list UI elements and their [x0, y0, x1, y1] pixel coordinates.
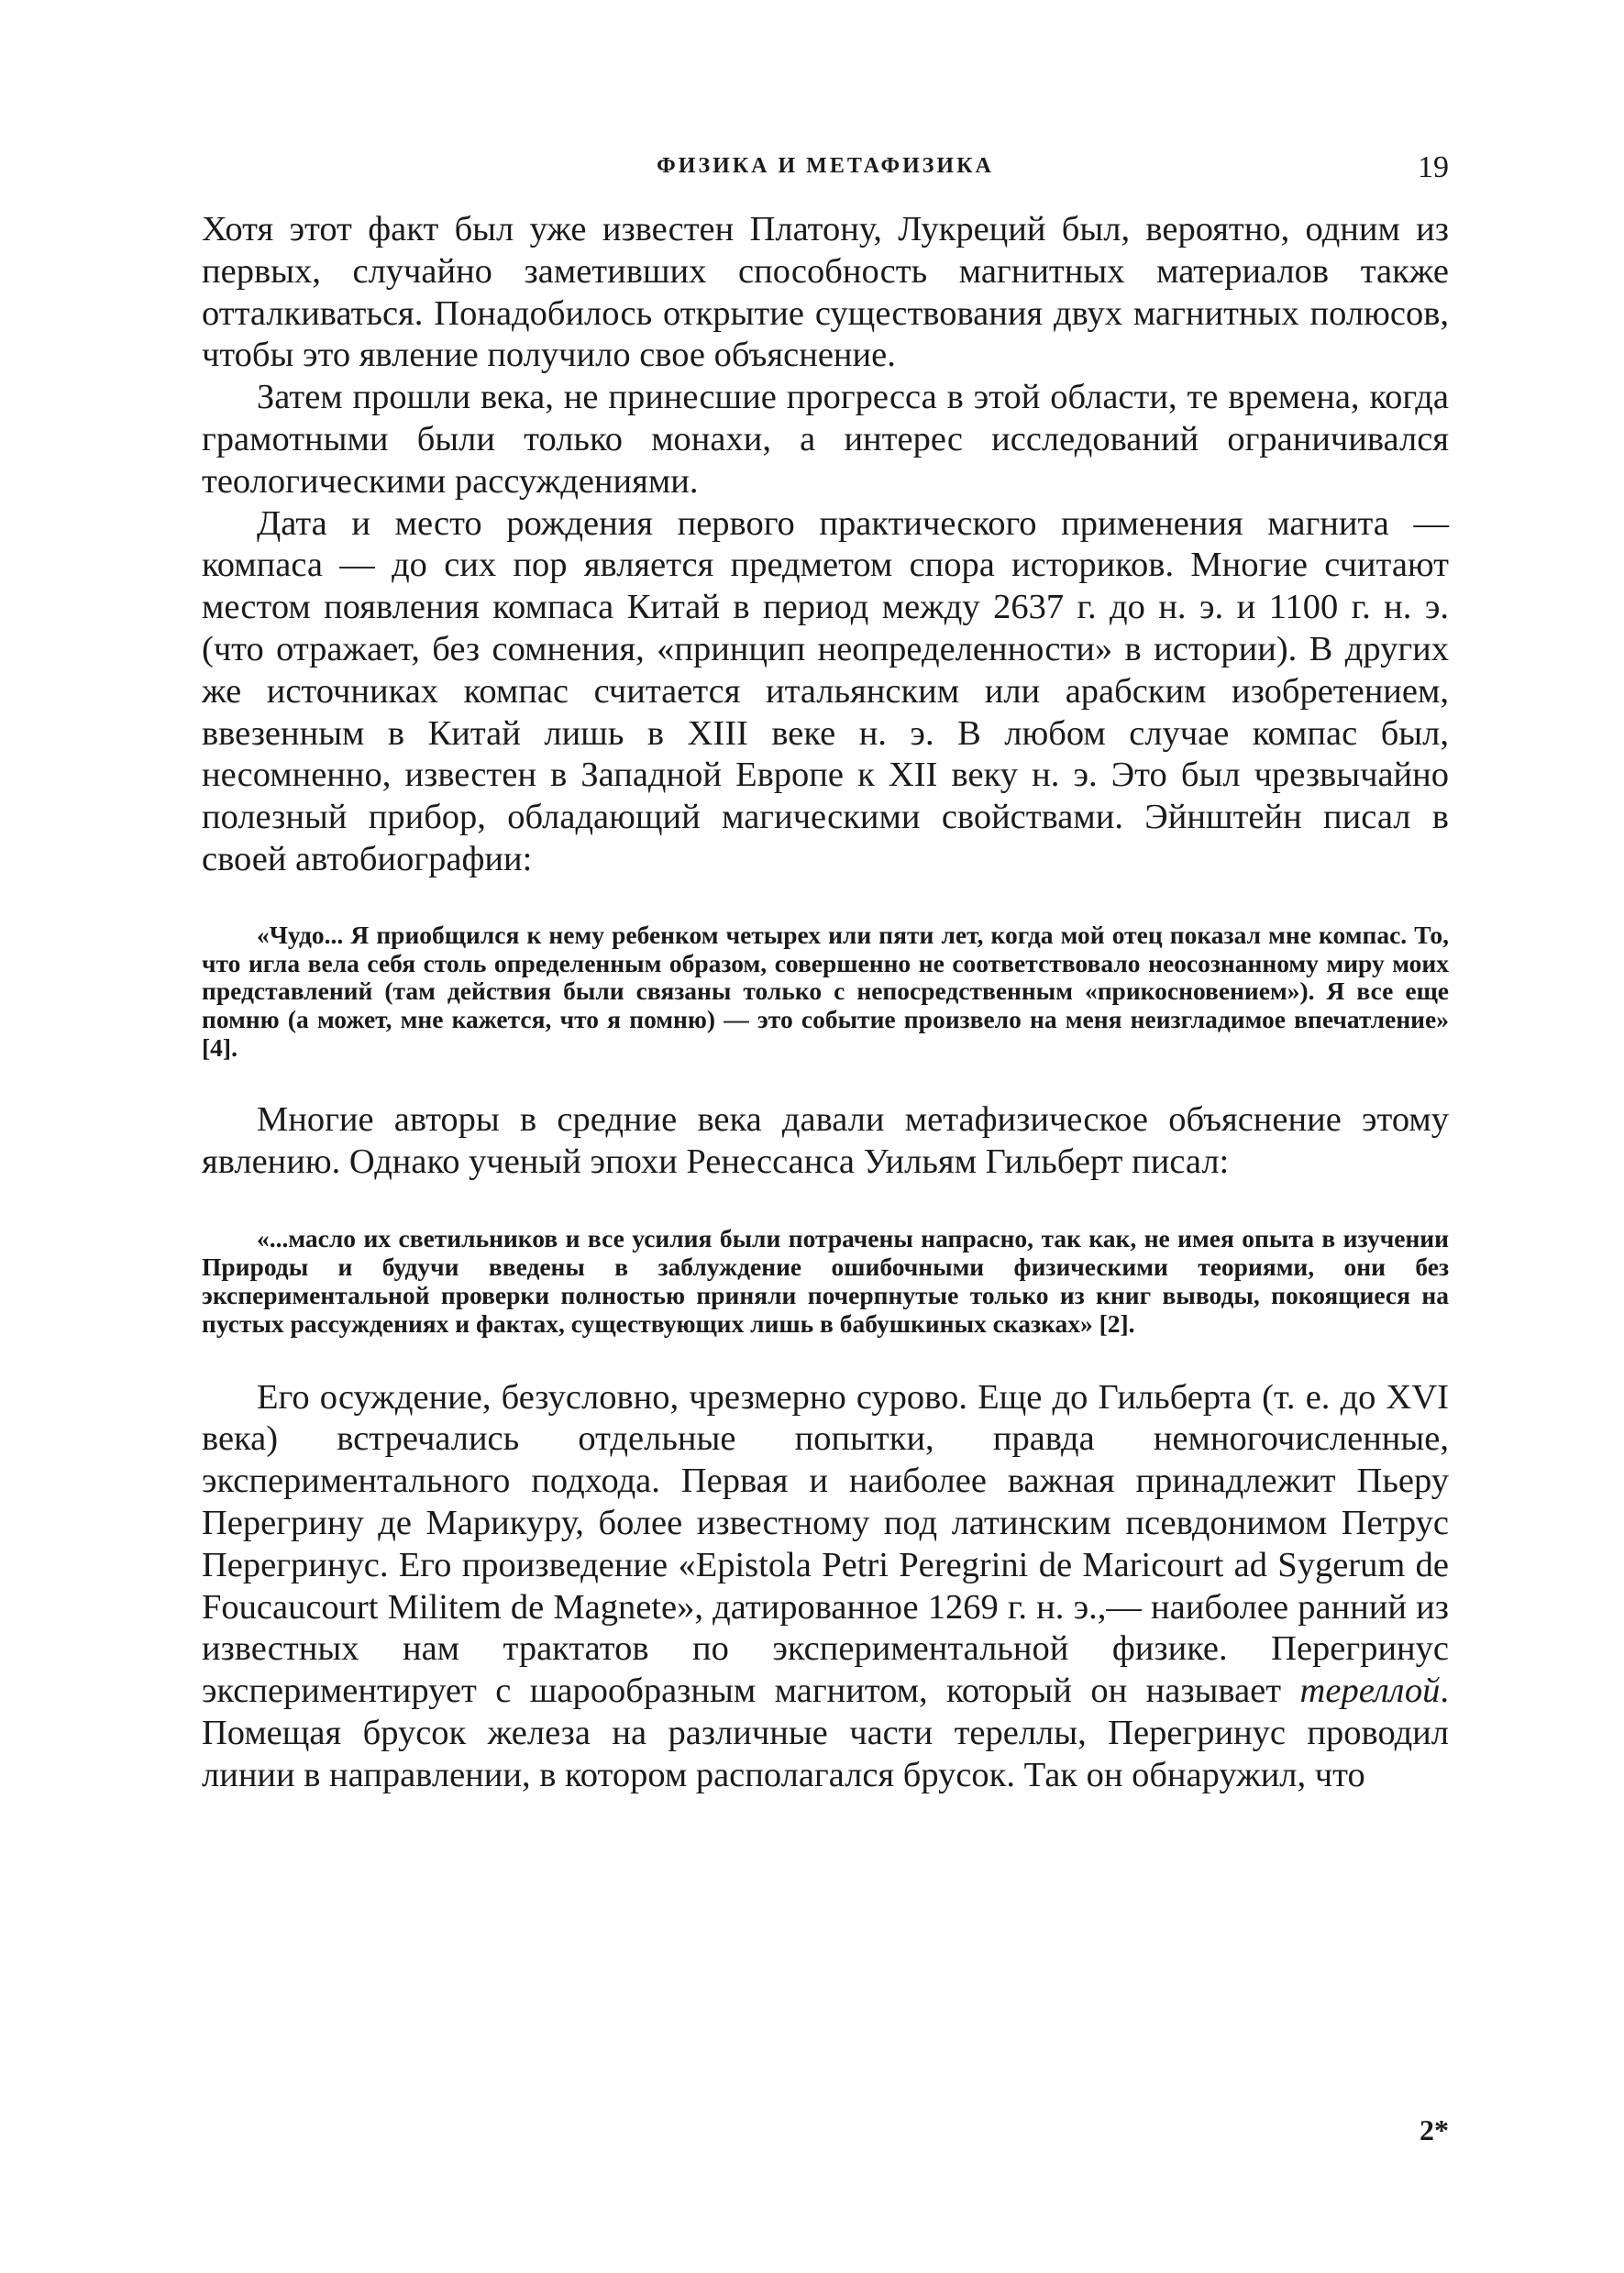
page — [202, 138, 1449, 2146]
running-title: ФИЗИКА И МЕТАФИЗИКА — [657, 154, 994, 178]
quote-gilbert: «...масло их светильников и все усилия были потрачены напрасно, так как, не имея опыта в изучении Природы и будучи введены в заблуждение ошибочными физическими теориями, они без экспериментальной проверки полностью приняли почерпнутые только из книг выводы, покоящиеся на пустых рассуждениях и фактах, существующих лишь в бабушкиных сказках» [2]. — [202, 1224, 1449, 1338]
body-text — [202, 209, 1449, 1796]
paragraph-5-term: тереллой — [1299, 1672, 1441, 1711]
paragraph-1: Хотя этот факт был уже известен Платону, Лукреций был, вероятно, одним из первых, случайно заметивших способность магнитных материалов также отталкиваться. Понадобилось открытие существования двух магнитных полюсов, чтобы это явление получило свое объяснение. — [202, 210, 1449, 375]
signature-mark: 2* — [1420, 2113, 1449, 2146]
page-number: 19 — [1418, 150, 1449, 184]
paragraph-5-end: . Помещая брусок железа на различные части тереллы, Перегринус проводил линии в направлении, в котором располагался брусок. Так он обнаружил, что — [202, 1672, 1449, 1794]
paragraph-4: Многие авторы в средние века давали метафизическое объяснение этому явлению. Однако ученый эпохи Ренессанса Уильям Гильберт писал: — [202, 1099, 1449, 1181]
paragraph-2: Затем прошли века, не принесшие прогресса в этой области, те времена, когда грамотными были только монахи, а интерес исследований ограничивался теологическими рассуждениями. — [202, 378, 1449, 501]
paragraph-5-start: Его осуждение, безусловно, чрезмерно сурово. Еще до Гильберта (т. е. до XVI века) встречались отдельные попытки, правда немногочисленные, экспериментального подхода. Первая и наиболее важная принадлежит Пьеру Перегрину де Марикуру, более известному под латинским псевдонимом Петрус Перегринус. Его произведение «Epistola Petri Peregrini de Maricourt ad Sygerum de Foucaucourt Militem de Magnete», датированное 1269 г. н. э.,— наиболее ранний из известных нам трактатов по экспериментальной физике. Перегринус экспериментирует с шарообразным магнитом, который он называет — [202, 1377, 1449, 1711]
paragraph-5 — [202, 1377, 1449, 1797]
running-head — [202, 138, 1449, 193]
paragraph-3: Дата и место рождения первого практического применения магнита — компаса — до сих пор является предметом спора историков. Многие считают местом появления компаса Китай в период между 2637 г. до н. э. и 1100 г. н. э. (что отражает, без сомнения, «принцип неопределенности» в истории). В других же источниках компас считается итальянским или арабским изобретением, ввезенным в Китай лишь в XIII веке н. э. В любом случае компас был, несомненно, известен в Западной Европе к XII веку н. э. Это был чрезвычайно полезный прибор, обладающий магическими свойствами. Эйнштейн писал в своей автобиографии: — [202, 503, 1449, 878]
quote-einstein: «Чудо... Я приобщился к нему ребенком четырех или пяти лет, когда мой отец показал мне компас. То, что игла вела себя столь определенным образом, совершенно не соответствовало неосознанному миру моих представлений (там действия были связаны только с непосредственным «прикосновением»). Я все еще помню (а может, мне кажется, что я помню) — это событие произвело на меня неизгладимое впечатление» [4]. — [202, 920, 1449, 1062]
